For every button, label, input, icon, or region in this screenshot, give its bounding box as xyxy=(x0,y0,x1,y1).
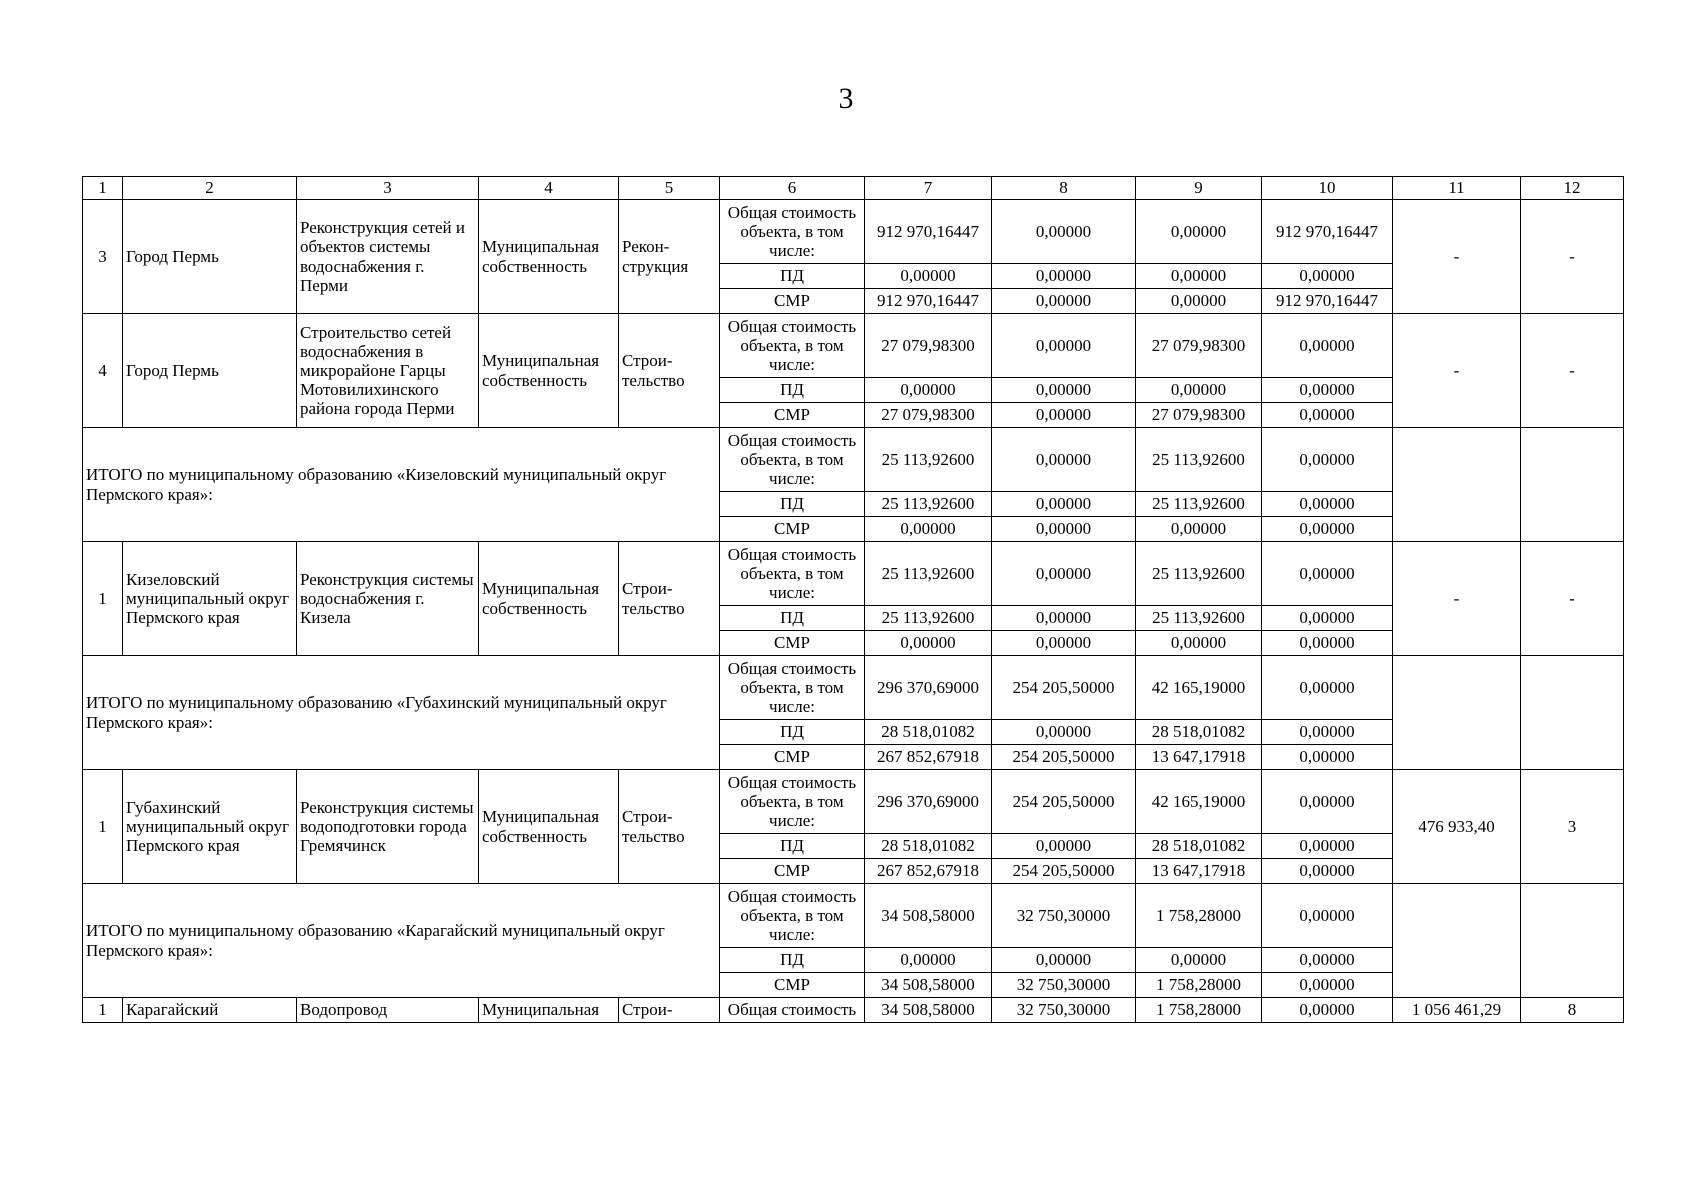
total-cost-label: Общая стоимость объекта, в том числе: xyxy=(720,542,865,606)
ownership-type: Муниципальная собственность xyxy=(479,200,619,314)
column-number: 5 xyxy=(619,177,720,200)
col11-value xyxy=(1393,656,1521,770)
value-cell: 267 852,67918 xyxy=(865,745,992,770)
work-type: Строи- xyxy=(619,998,720,1023)
pd-label: ПД xyxy=(720,720,865,745)
pd-label: ПД xyxy=(720,948,865,973)
value-cell: 32 750,30000 xyxy=(992,884,1136,948)
value-cell: 1 758,28000 xyxy=(1136,973,1262,998)
value-cell: 32 750,30000 xyxy=(992,998,1136,1023)
smr-label: СМР xyxy=(720,745,865,770)
total-row xyxy=(83,884,1624,948)
value-cell: 267 852,67918 xyxy=(865,859,992,884)
funding-table xyxy=(82,176,1624,1023)
total-cost-label: Общая стоимость объекта, в том числе: xyxy=(720,314,865,378)
total-cost-label: Общая стоимость объекта, в том числе: xyxy=(720,428,865,492)
value-cell: 0,00000 xyxy=(992,948,1136,973)
ownership-type: Муниципальная собственность xyxy=(479,314,619,428)
value-cell: 0,00000 xyxy=(1262,859,1393,884)
page-number: 3 xyxy=(838,82,854,115)
value-cell: 254 205,50000 xyxy=(992,656,1136,720)
value-cell: 34 508,58000 xyxy=(865,973,992,998)
value-cell: 27 079,98300 xyxy=(1136,403,1262,428)
column-number: 4 xyxy=(479,177,619,200)
row-number: 3 xyxy=(83,200,123,314)
value-cell: 0,00000 xyxy=(992,631,1136,656)
value-cell: 0,00000 xyxy=(1262,403,1393,428)
total-title: ИТОГО по муниципальному образованию «Карагайский муниципальный округ Пермского края»: xyxy=(83,884,720,998)
value-cell: 0,00000 xyxy=(1262,314,1393,378)
value-cell: 0,00000 xyxy=(1262,998,1393,1023)
smr-label: СМР xyxy=(720,973,865,998)
col12-value: - xyxy=(1521,200,1624,314)
pd-label: ПД xyxy=(720,264,865,289)
total-cost-label: Общая стоимость объекта, в том числе: xyxy=(720,884,865,948)
value-cell: 0,00000 xyxy=(992,378,1136,403)
value-cell: 0,00000 xyxy=(992,517,1136,542)
work-type: Строи-тельство xyxy=(619,542,720,656)
col12-value xyxy=(1521,428,1624,542)
value-cell: 296 370,69000 xyxy=(865,770,992,834)
ownership-type: Муниципальная xyxy=(479,998,619,1023)
value-cell: 42 165,19000 xyxy=(1136,770,1262,834)
col12-value xyxy=(1521,884,1624,998)
value-cell: 0,00000 xyxy=(1136,378,1262,403)
value-cell: 32 750,30000 xyxy=(992,973,1136,998)
value-cell: 912 970,16447 xyxy=(865,200,992,264)
value-cell: 28 518,01082 xyxy=(865,834,992,859)
col12-value xyxy=(1521,656,1624,770)
value-cell: 0,00000 xyxy=(1262,428,1393,492)
object-name: Реконструкция сетей и объектов системы водоснабжения г. Перми xyxy=(297,200,479,314)
smr-label: СМР xyxy=(720,631,865,656)
object-row xyxy=(83,770,1624,834)
work-type: Рекон-струкция xyxy=(619,200,720,314)
value-cell: 0,00000 xyxy=(992,289,1136,314)
value-cell: 912 970,16447 xyxy=(1262,200,1393,264)
total-cost-label: Общая стоимость объекта, в том числе: xyxy=(720,770,865,834)
value-cell: 0,00000 xyxy=(1262,884,1393,948)
pd-label: ПД xyxy=(720,378,865,403)
column-number: 2 xyxy=(123,177,297,200)
col11-value xyxy=(1393,884,1521,998)
value-cell: 25 113,92600 xyxy=(865,606,992,631)
total-cost-label: Общая стоимость xyxy=(720,998,865,1023)
column-number: 11 xyxy=(1393,177,1521,200)
value-cell: 25 113,92600 xyxy=(1136,542,1262,606)
total-cost-label: Общая стоимость объекта, в том числе: xyxy=(720,200,865,264)
work-type: Строи-тельство xyxy=(619,314,720,428)
value-cell: 912 970,16447 xyxy=(865,289,992,314)
object-row xyxy=(83,998,1624,1023)
value-cell: 25 113,92600 xyxy=(1136,428,1262,492)
column-number: 7 xyxy=(865,177,992,200)
object-name: Строительство сетей водоснабжения в микрорайоне Гарцы Мотовилихинского района города Перми xyxy=(297,314,479,428)
col11-value: 476 933,40 xyxy=(1393,770,1521,884)
total-title: ИТОГО по муниципальному образованию «Кизеловский муниципальный округ Пермского края»: xyxy=(83,428,720,542)
value-cell: 0,00000 xyxy=(865,948,992,973)
pd-label: ПД xyxy=(720,492,865,517)
row-number: 1 xyxy=(83,770,123,884)
value-cell: 254 205,50000 xyxy=(992,859,1136,884)
value-cell: 0,00000 xyxy=(1262,378,1393,403)
value-cell: 28 518,01082 xyxy=(1136,834,1262,859)
column-number: 3 xyxy=(297,177,479,200)
value-cell: 0,00000 xyxy=(1262,745,1393,770)
total-row xyxy=(83,656,1624,720)
value-cell: 0,00000 xyxy=(992,720,1136,745)
col11-value: 1 056 461,29 xyxy=(1393,998,1521,1023)
value-cell: 254 205,50000 xyxy=(992,770,1136,834)
value-cell: 25 113,92600 xyxy=(865,492,992,517)
value-cell: 1 758,28000 xyxy=(1136,884,1262,948)
value-cell: 28 518,01082 xyxy=(1136,720,1262,745)
value-cell: 0,00000 xyxy=(1136,289,1262,314)
value-cell: 0,00000 xyxy=(1136,517,1262,542)
value-cell: 27 079,98300 xyxy=(1136,314,1262,378)
object-name: Водопровод xyxy=(297,998,479,1023)
column-number: 9 xyxy=(1136,177,1262,200)
value-cell: 0,00000 xyxy=(1262,517,1393,542)
column-number: 1 xyxy=(83,177,123,200)
value-cell: 0,00000 xyxy=(1262,542,1393,606)
col12-value: 3 xyxy=(1521,770,1624,884)
value-cell: 0,00000 xyxy=(1262,973,1393,998)
ownership-type: Муниципальная собственность xyxy=(479,542,619,656)
ownership-type: Муниципальная собственность xyxy=(479,770,619,884)
value-cell: 0,00000 xyxy=(1262,656,1393,720)
col11-value: - xyxy=(1393,542,1521,656)
row-number: 1 xyxy=(83,998,123,1023)
total-cost-label: Общая стоимость объекта, в том числе: xyxy=(720,656,865,720)
total-title: ИТОГО по муниципальному образованию «Губахинский муниципальный округ Пермского края»: xyxy=(83,656,720,770)
value-cell: 912 970,16447 xyxy=(1262,289,1393,314)
value-cell: 0,00000 xyxy=(865,264,992,289)
value-cell: 0,00000 xyxy=(1262,631,1393,656)
value-cell: 25 113,92600 xyxy=(1136,492,1262,517)
municipality-name: Кизеловский муниципальный округ Пермского края xyxy=(123,542,297,656)
pd-label: ПД xyxy=(720,834,865,859)
value-cell: 0,00000 xyxy=(992,542,1136,606)
row-number: 1 xyxy=(83,542,123,656)
value-cell: 13 647,17918 xyxy=(1136,859,1262,884)
value-cell: 42 165,19000 xyxy=(1136,656,1262,720)
col12-value: - xyxy=(1521,314,1624,428)
value-cell: 0,00000 xyxy=(992,428,1136,492)
col11-value: - xyxy=(1393,314,1521,428)
object-name: Реконструкция системы водоподготовки города Гремячинск xyxy=(297,770,479,884)
value-cell: 34 508,58000 xyxy=(865,884,992,948)
work-type: Строи-тельство xyxy=(619,770,720,884)
value-cell: 25 113,92600 xyxy=(865,428,992,492)
value-cell: 0,00000 xyxy=(992,403,1136,428)
value-cell: 27 079,98300 xyxy=(865,403,992,428)
smr-label: СМР xyxy=(720,859,865,884)
value-cell: 0,00000 xyxy=(1262,834,1393,859)
value-cell: 0,00000 xyxy=(1262,264,1393,289)
smr-label: СМР xyxy=(720,289,865,314)
object-row xyxy=(83,314,1624,378)
value-cell: 0,00000 xyxy=(1136,200,1262,264)
value-cell: 0,00000 xyxy=(865,631,992,656)
pd-label: ПД xyxy=(720,606,865,631)
value-cell: 296 370,69000 xyxy=(865,656,992,720)
value-cell: 0,00000 xyxy=(992,264,1136,289)
value-cell: 28 518,01082 xyxy=(865,720,992,745)
object-name: Реконструкция системы водоснабжения г. Кизела xyxy=(297,542,479,656)
value-cell: 25 113,92600 xyxy=(1136,606,1262,631)
column-number: 8 xyxy=(992,177,1136,200)
value-cell: 0,00000 xyxy=(992,606,1136,631)
col12-value: 8 xyxy=(1521,998,1624,1023)
col11-value xyxy=(1393,428,1521,542)
value-cell: 13 647,17918 xyxy=(1136,745,1262,770)
smr-label: СМР xyxy=(720,517,865,542)
value-cell: 0,00000 xyxy=(1136,264,1262,289)
value-cell: 0,00000 xyxy=(1136,948,1262,973)
object-row xyxy=(83,200,1624,264)
value-cell: 0,00000 xyxy=(1262,948,1393,973)
value-cell: 0,00000 xyxy=(865,517,992,542)
value-cell: 0,00000 xyxy=(992,200,1136,264)
value-cell: 0,00000 xyxy=(1136,631,1262,656)
column-number: 10 xyxy=(1262,177,1393,200)
smr-label: СМР xyxy=(720,403,865,428)
municipality-name: Город Пермь xyxy=(123,314,297,428)
value-cell: 254 205,50000 xyxy=(992,745,1136,770)
municipality-name: Карагайский xyxy=(123,998,297,1023)
col12-value: - xyxy=(1521,542,1624,656)
object-row xyxy=(83,542,1624,606)
value-cell: 0,00000 xyxy=(865,378,992,403)
column-number: 12 xyxy=(1521,177,1624,200)
value-cell: 0,00000 xyxy=(1262,720,1393,745)
value-cell: 0,00000 xyxy=(992,314,1136,378)
value-cell: 0,00000 xyxy=(1262,606,1393,631)
value-cell: 0,00000 xyxy=(1262,770,1393,834)
municipality-name: Город Пермь xyxy=(123,200,297,314)
row-number: 4 xyxy=(83,314,123,428)
column-number: 6 xyxy=(720,177,865,200)
value-cell: 0,00000 xyxy=(1262,492,1393,517)
value-cell: 25 113,92600 xyxy=(865,542,992,606)
value-cell: 0,00000 xyxy=(992,492,1136,517)
value-cell: 0,00000 xyxy=(992,834,1136,859)
value-cell: 1 758,28000 xyxy=(1136,998,1262,1023)
value-cell: 34 508,58000 xyxy=(865,998,992,1023)
municipality-name: Губахинский муниципальный округ Пермского края xyxy=(123,770,297,884)
total-row xyxy=(83,428,1624,492)
col11-value: - xyxy=(1393,200,1521,314)
value-cell: 27 079,98300 xyxy=(865,314,992,378)
column-number-row xyxy=(83,177,1624,200)
